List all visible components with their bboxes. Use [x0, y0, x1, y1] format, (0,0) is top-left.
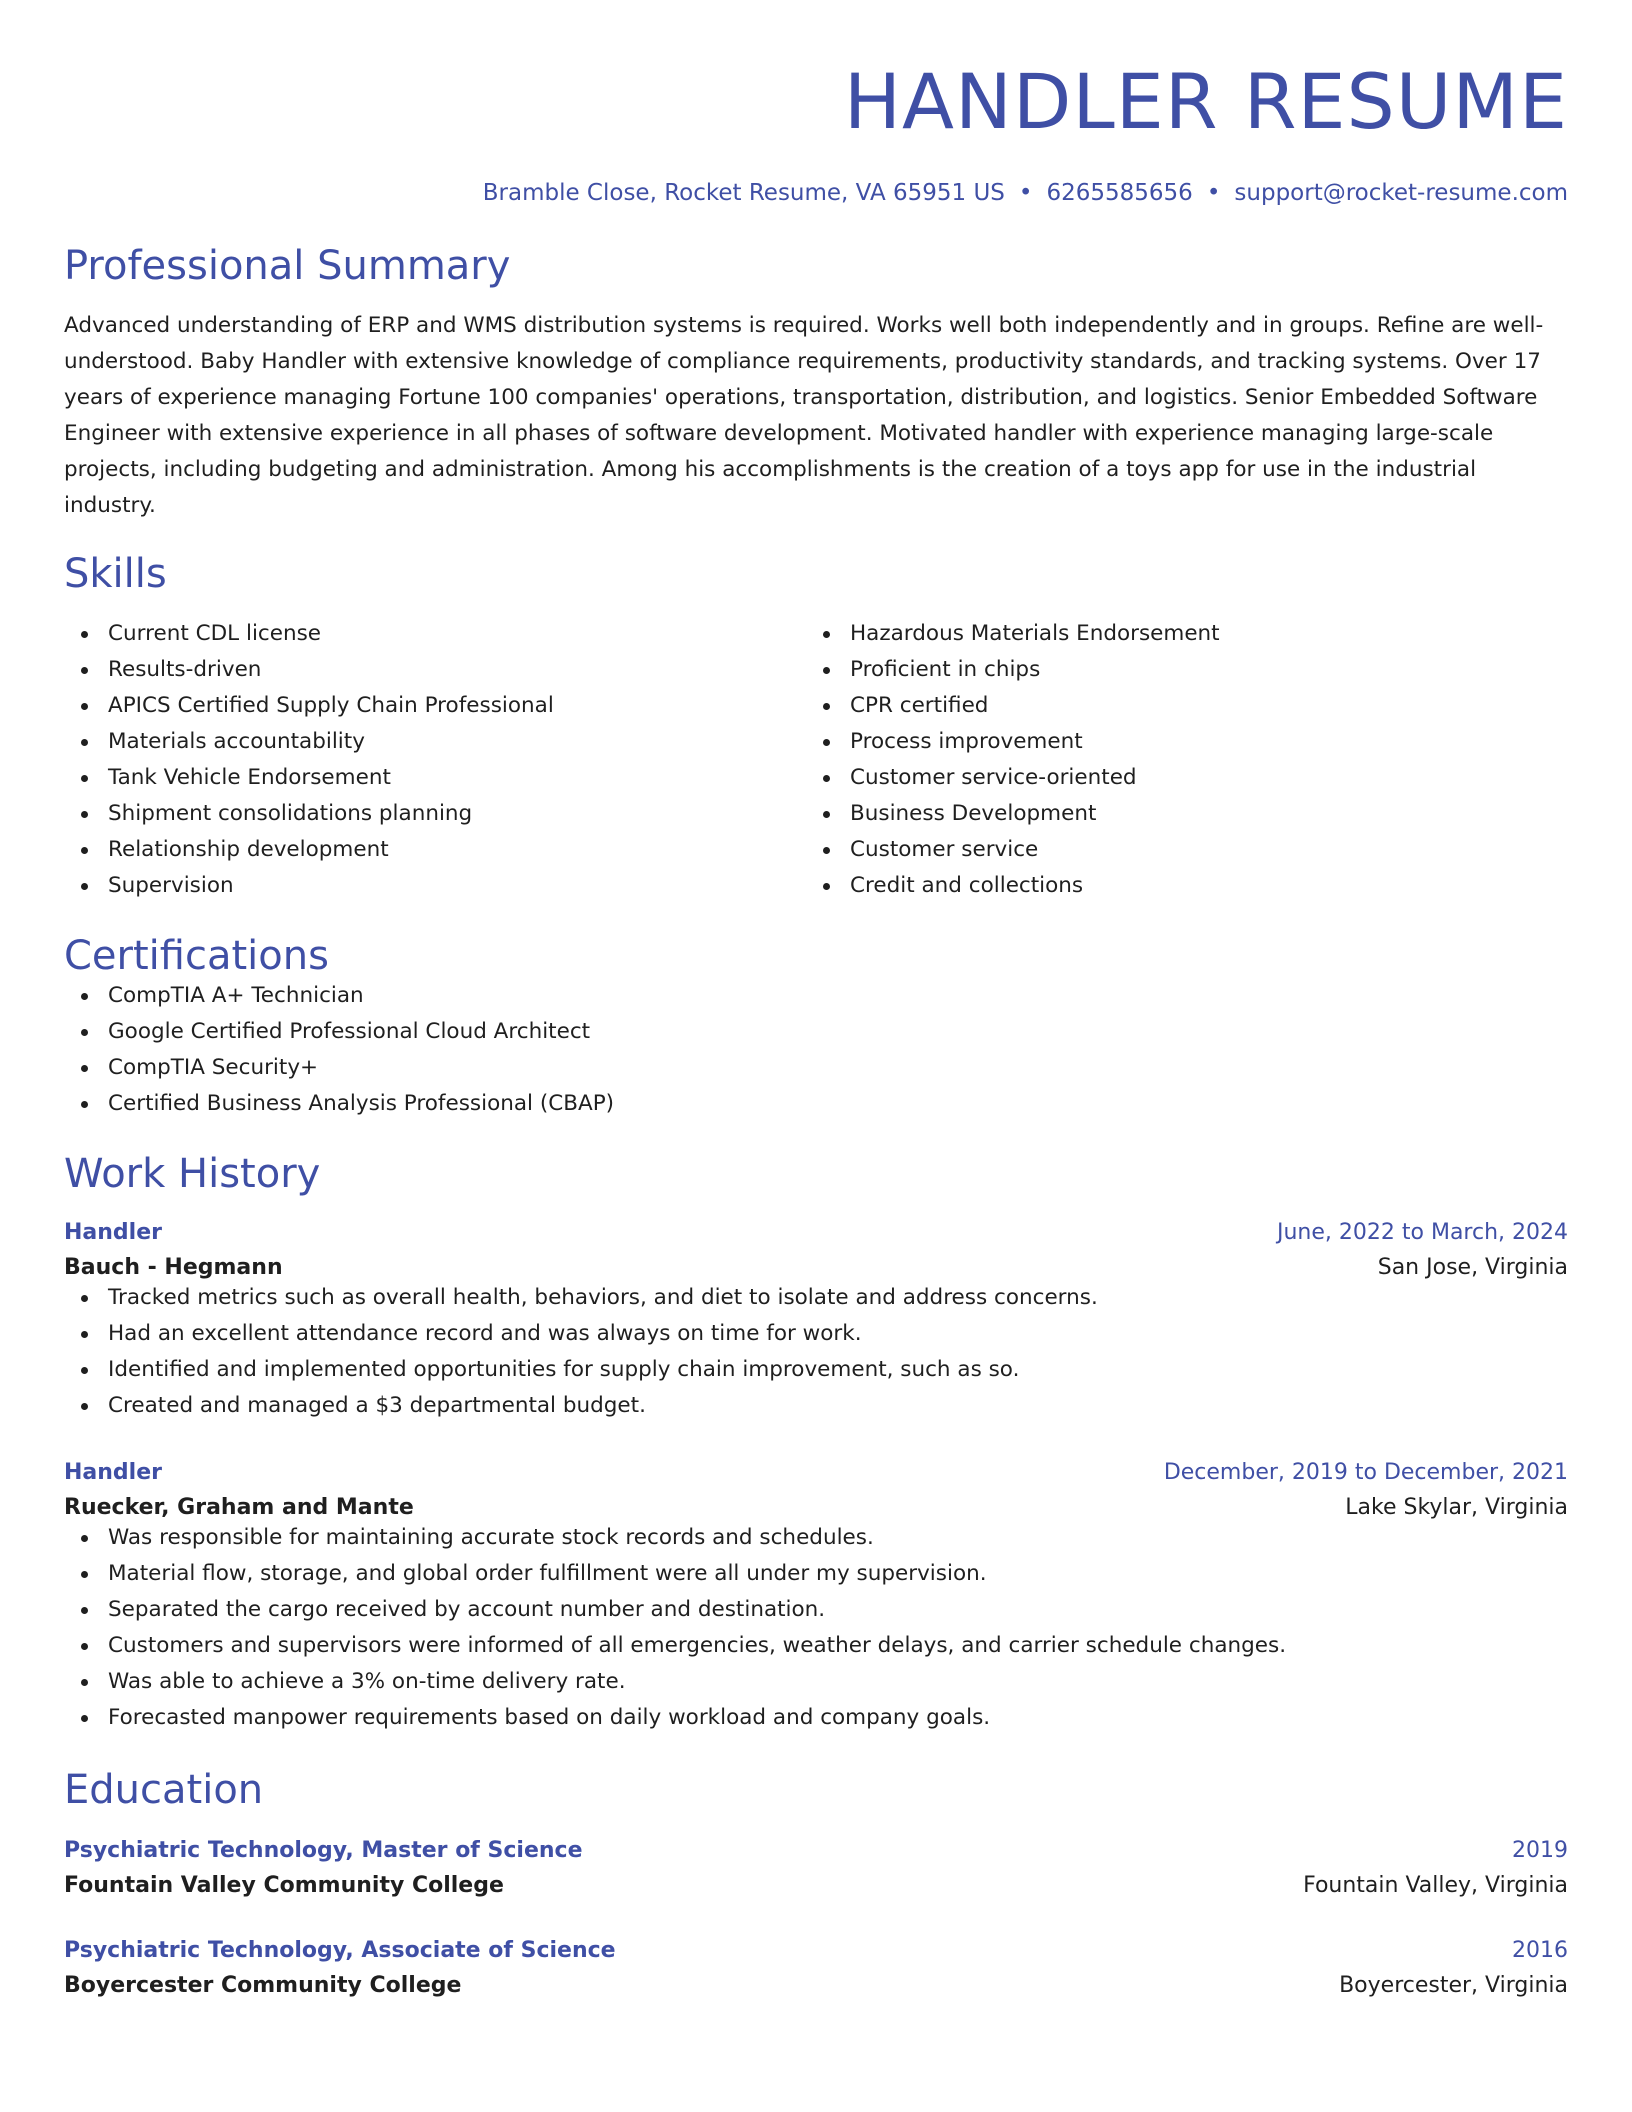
job-dates: December, 2019 to December, 2021 — [1163, 1460, 1568, 1485]
education-school-row — [64, 1973, 1568, 1998]
job-location: Lake Skylar, Virginia — [1345, 1495, 1568, 1520]
contact-email[interactable]: support@rocket-resume.com — [1234, 180, 1568, 206]
education-location: Boyercester, Virginia — [1339, 1973, 1568, 1998]
education-year: 2016 — [1512, 1938, 1568, 1963]
skill-item: Credit and collections — [806, 868, 1548, 904]
certifications-list — [64, 978, 1568, 1122]
skill-item: Current CDL license — [64, 616, 806, 652]
job-bullet: Material flow, storage, and global order fulfillment were all under my supervision. — [64, 1556, 1568, 1592]
education-entry — [64, 1838, 1568, 1898]
education-degree: Psychiatric Technology, Associate of Science — [64, 1938, 616, 1963]
job-bullet: Was able to achieve a 3% on-time delivery rate. — [64, 1664, 1568, 1700]
certification-item: Certified Business Analysis Professional (CBAP) — [64, 1086, 1568, 1122]
job-bullet: Was responsible for maintaining accurate stock records and schedules. — [64, 1520, 1568, 1556]
education-school-row — [64, 1873, 1568, 1898]
resume-name: HANDLER RESUME — [843, 57, 1568, 146]
job-entry — [64, 1460, 1568, 1736]
certification-item: CompTIA A+ Technician — [64, 978, 1568, 1014]
education-header-row — [64, 1938, 1568, 1963]
skill-item: Customer service-oriented — [806, 760, 1548, 796]
skill-item: APICS Certified Supply Chain Professional — [64, 688, 806, 724]
certification-item: CompTIA Security+ — [64, 1050, 1568, 1086]
skill-item: Tank Vehicle Endorsement — [64, 760, 806, 796]
contact-separator: • — [1018, 180, 1033, 206]
job-company-row — [64, 1495, 1568, 1520]
job-bullet: Tracked metrics such as overall health, behaviors, and diet to isolate and address concerns. — [64, 1280, 1568, 1316]
job-bullet: Forecasted manpower requirements based on daily workload and company goals. — [64, 1700, 1568, 1736]
skill-item: Relationship development — [64, 832, 806, 868]
education-school: Fountain Valley Community College — [64, 1873, 504, 1898]
contact-line — [64, 180, 1568, 206]
job-bullet: Customers and supervisors were informed of all emergencies, weather delays, and carrier schedule changes. — [64, 1628, 1568, 1664]
education-degree: Psychiatric Technology, Master of Science — [64, 1838, 583, 1863]
skill-item: Customer service — [806, 832, 1548, 868]
skill-item: Results-driven — [64, 652, 806, 688]
skill-item: CPR certified — [806, 688, 1548, 724]
job-dates: June, 2022 to March, 2024 — [1277, 1220, 1568, 1245]
education-heading: Education — [64, 1767, 264, 1813]
job-role: Handler — [64, 1220, 162, 1245]
job-header-row — [64, 1220, 1568, 1245]
skill-item: Shipment consolidations planning — [64, 796, 806, 832]
education-header-row — [64, 1838, 1568, 1863]
job-entry — [64, 1220, 1568, 1424]
job-header-row — [64, 1460, 1568, 1485]
certifications-heading: Certifications — [64, 933, 329, 979]
education-location: Fountain Valley, Virginia — [1303, 1873, 1568, 1898]
job-role: Handler — [64, 1460, 162, 1485]
skills-list-left — [64, 616, 806, 904]
job-location: San Jose, Virginia — [1377, 1255, 1568, 1280]
skill-item: Hazardous Materials Endorsement — [806, 616, 1548, 652]
skills-grid — [64, 616, 1568, 904]
contact-phone: 6265585656 — [1046, 180, 1193, 206]
education-entry — [64, 1938, 1568, 1998]
job-bullet: Had an excellent attendance record and was always on time for work. — [64, 1316, 1568, 1352]
skills-heading: Skills — [64, 551, 167, 597]
job-bullets — [64, 1520, 1568, 1736]
job-company-row — [64, 1255, 1568, 1280]
education-school: Boyercester Community College — [64, 1973, 462, 1998]
skill-item: Business Development — [806, 796, 1548, 832]
certification-item: Google Certified Professional Cloud Architect — [64, 1014, 1568, 1050]
contact-separator: • — [1206, 180, 1221, 206]
job-company: Ruecker, Graham and Mante — [64, 1495, 414, 1520]
job-bullet: Identified and implemented opportunities for supply chain improvement, such as so. — [64, 1352, 1568, 1388]
skill-item: Process improvement — [806, 724, 1548, 760]
contact-address: Bramble Close, Rocket Resume, VA 65951 US — [482, 180, 1005, 206]
job-company: Bauch - Hegmann — [64, 1255, 283, 1280]
skill-item: Proficient in chips — [806, 652, 1548, 688]
summary-heading: Professional Summary — [64, 243, 511, 289]
job-bullets — [64, 1280, 1568, 1424]
job-bullet: Created and managed a $3 departmental budget. — [64, 1388, 1568, 1424]
job-bullet: Separated the cargo received by account number and destination. — [64, 1592, 1568, 1628]
education-year: 2019 — [1512, 1838, 1568, 1863]
work-history-heading: Work History — [64, 1151, 321, 1197]
skill-item: Supervision — [64, 868, 806, 904]
summary-text: Advanced understanding of ERP and WMS distribution systems is required. Works well both independently and in groups. Refine are well-understood. Baby Handler with extensive knowledge of compliance requirements, productivity standards, and tracking systems. Over 17 years of experience managing Fortune 100 companies' operations, transportation, distribution, and logistics. Senior Embedded Software Engineer with extensive experience in all phases of software development. Motivated handler with experience managing large-scale projects, including budgeting and administration. Among his accomplishments is the creation of a toys app for use in the industrial industry. — [64, 313, 1544, 518]
skills-list-right — [806, 616, 1548, 904]
skill-item: Materials accountability — [64, 724, 806, 760]
